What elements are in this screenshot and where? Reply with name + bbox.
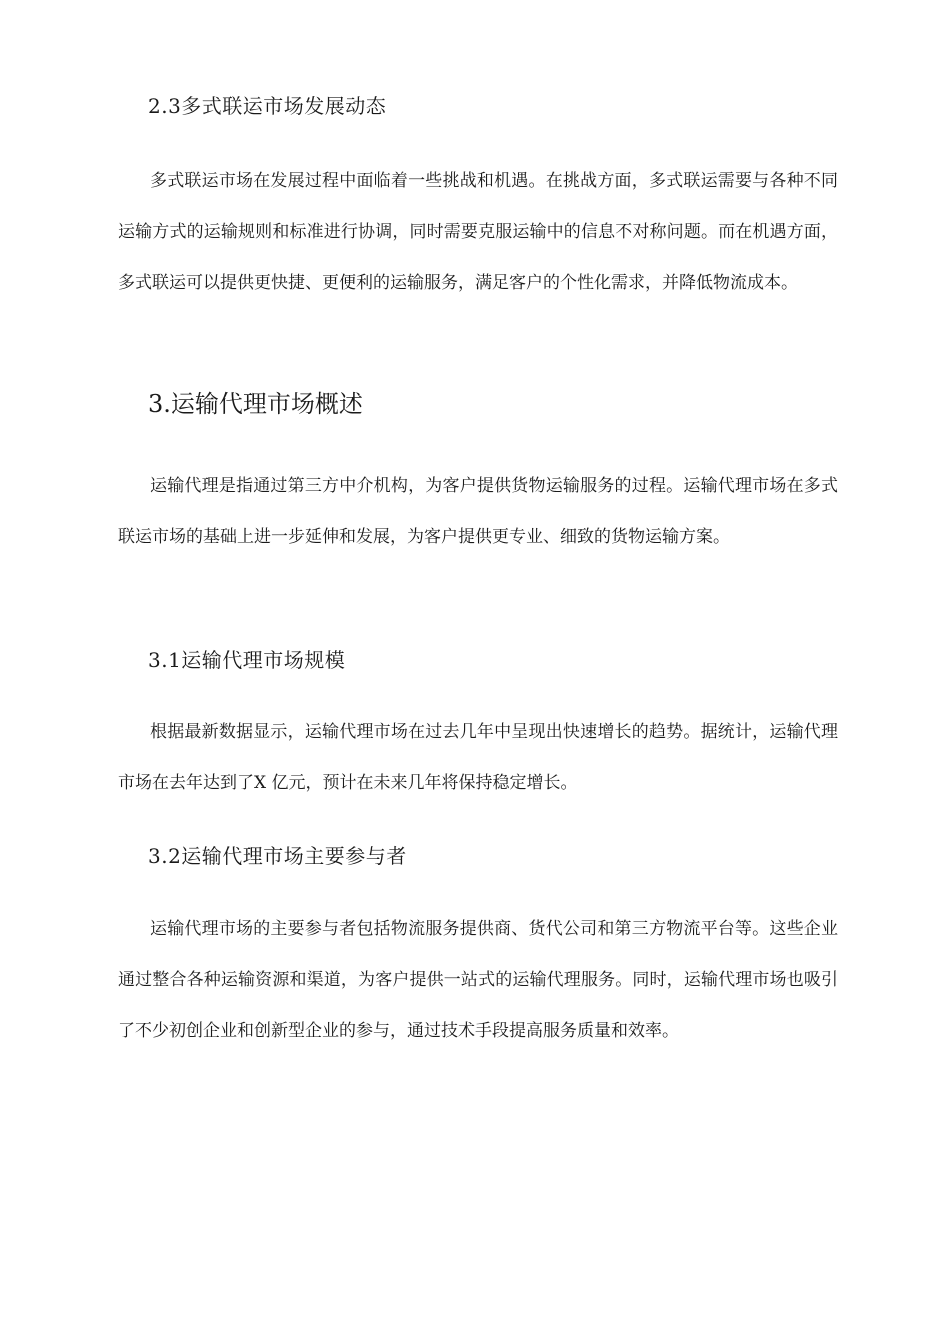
section-paragraph-2-3: 多式联运市场在发展过程中面临着一些挑战和机遇。在挑战方面，多式联运需要与各种不同运输方式的运输规则和标准进行协调，同时需要克服运输中的信息不对称问题。而在机遇方面，多式联运可以提供更快捷、更便利的运输服务，满足客户的个性化需求，并降低物流成本。 [118,171,838,293]
section-heading-3-2: 3.2运输代理市场主要参与者 [148,844,407,868]
section-heading-2-3: 2.3多式联运市场发展动态 [148,94,387,118]
section-heading-3: 3.运输代理市场概述 [148,390,363,418]
section-paragraph-3-2: 运输代理市场的主要参与者包括物流服务提供商、货代公司和第三方物流平台等。这些企业通过整合各种运输资源和渠道，为客户提供一站式的运输代理服务。同时，运输代理市场也吸引了不少初创企业和创新型企业的参与，通过技术手段提高服务质量和效率。 [118,919,838,1041]
section-paragraph-3: 运输代理是指通过第三方中介机构，为客户提供货物运输服务的过程。运输代理市场在多式联运市场的基础上进一步延伸和发展，为客户提供更专业、细致的货物运输方案。 [118,476,838,547]
section-heading-3-1: 3.1运输代理市场规模 [148,648,346,672]
section-paragraph-3-1: 根据最新数据显示，运输代理市场在过去几年中呈现出快速增长的趋势。据统计，运输代理市场在去年达到了X 亿元，预计在未来几年将保持稳定增长。 [118,722,838,793]
